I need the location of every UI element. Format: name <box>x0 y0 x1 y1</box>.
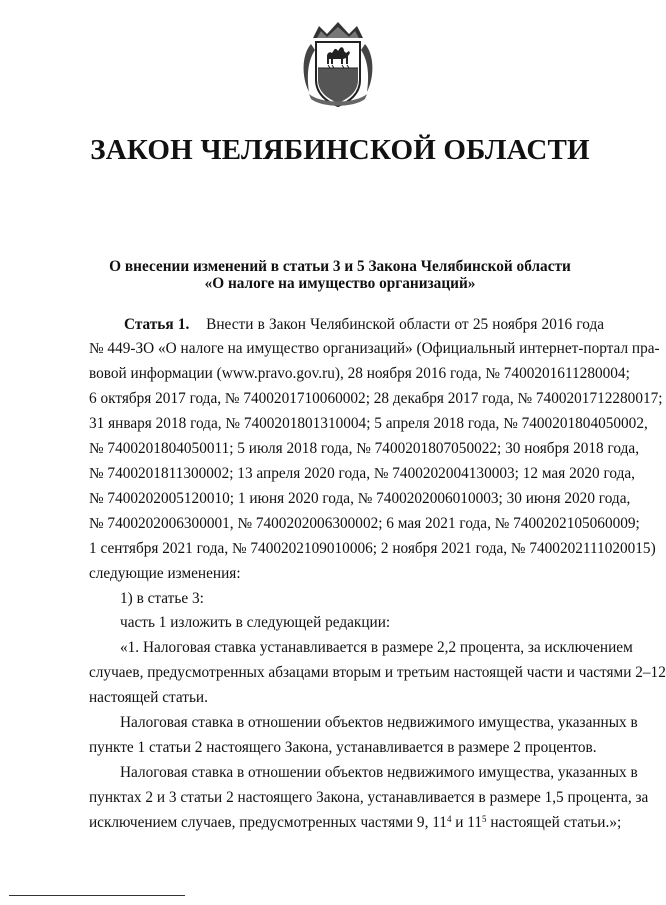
paragraph-line: настоящей статьи. <box>89 689 208 706</box>
paragraph-text: исключением случаев, предусмотренных частями 9, 11 <box>89 814 447 831</box>
article-1-first-line <box>124 314 604 336</box>
law-title: ЗАКОН ЧЕЛЯБИНСКОЙ ОБЛАСТИ <box>90 134 590 166</box>
paragraph-line: пунктах 2 и 3 статьи 2 настоящего Закона, устанавливается в размере 1,5 процента, за <box>89 789 649 806</box>
article-label: Статья 1. <box>124 316 190 333</box>
paragraph-text: настоящей статьи.»; <box>486 814 622 831</box>
article-text-line: вовой информации (www.pravo.gov.ru), 28 ноября 2016 года, № 7400201611280004; <box>89 365 630 382</box>
article-text-line: № 7400202006300001, № 7400202006300002; 6 мая 2021 года, № 7400202105060009; <box>89 515 640 532</box>
paragraph-line: «1. Налоговая ставка устанавливается в размере 2,2 процента, за исключением <box>120 639 633 656</box>
paragraph-text: и 11 <box>451 814 483 831</box>
paragraph-line: случаев, предусмотренных абзацами вторым и третьим настоящей части и частями 2–12 <box>89 664 666 681</box>
article-text-line: 6 октября 2017 года, № 7400201710060002; 28 декабря 2017 года, № 7400201712280017; <box>89 390 663 407</box>
article-text-line: № 7400202005120010; 1 июня 2020 года, № 7400202006010003; 30 июня 2020 года, <box>89 490 631 507</box>
law-subtitle-line-2: «О налоге на имущество организаций» <box>204 275 476 292</box>
article-text-line: № 449-ЗО «О налоге на имущество организаций» (Официальный интернет-портал пра- <box>89 340 660 357</box>
paragraph-line: Налоговая ставка в отношении объектов недвижимого имущества, указанных в <box>120 714 638 731</box>
list-item-1: 1) в статье 3: <box>120 590 204 607</box>
paragraph-line: пункте 1 статьи 2 настоящего Закона, устанавливается в размере 2 процентов. <box>89 739 597 756</box>
article-text-line: следующие изменения: <box>89 565 241 582</box>
article-text-line: Внести в Закон Челябинской области от 25 ноября 2016 года <box>206 316 605 333</box>
superscript: 5 <box>482 814 487 824</box>
law-subtitle-line-1: О внесении изменений в статьи 3 и 5 Закона Челябинской области <box>109 258 571 275</box>
article-text-line: 31 января 2018 года, № 7400201801310004; 5 апреля 2018 года, № 7400201804050002, <box>89 415 648 432</box>
paragraph-line-with-superscripts <box>89 812 621 834</box>
paragraph-line: Налоговая ставка в отношении объектов недвижимого имущества, указанных в <box>120 764 638 781</box>
footer-divider <box>9 895 185 896</box>
chelyabinsk-coat-of-arms-icon <box>299 20 377 108</box>
superscript: 4 <box>446 814 452 824</box>
article-text-line: 1 сентября 2021 года, № 7400202109010006; 2 ноября 2021 года, № 7400202111020015) <box>89 540 656 557</box>
article-text-line: № 7400201811300002; 13 апреля 2020 года, № 7400202004130003; 12 мая 2020 года, <box>89 465 635 482</box>
article-text-line: № 7400201804050011; 5 июля 2018 года, № 7400201807050022; 30 ноября 2018 года, <box>89 440 640 457</box>
part-1-intro: часть 1 изложить в следующей редакции: <box>120 614 391 631</box>
